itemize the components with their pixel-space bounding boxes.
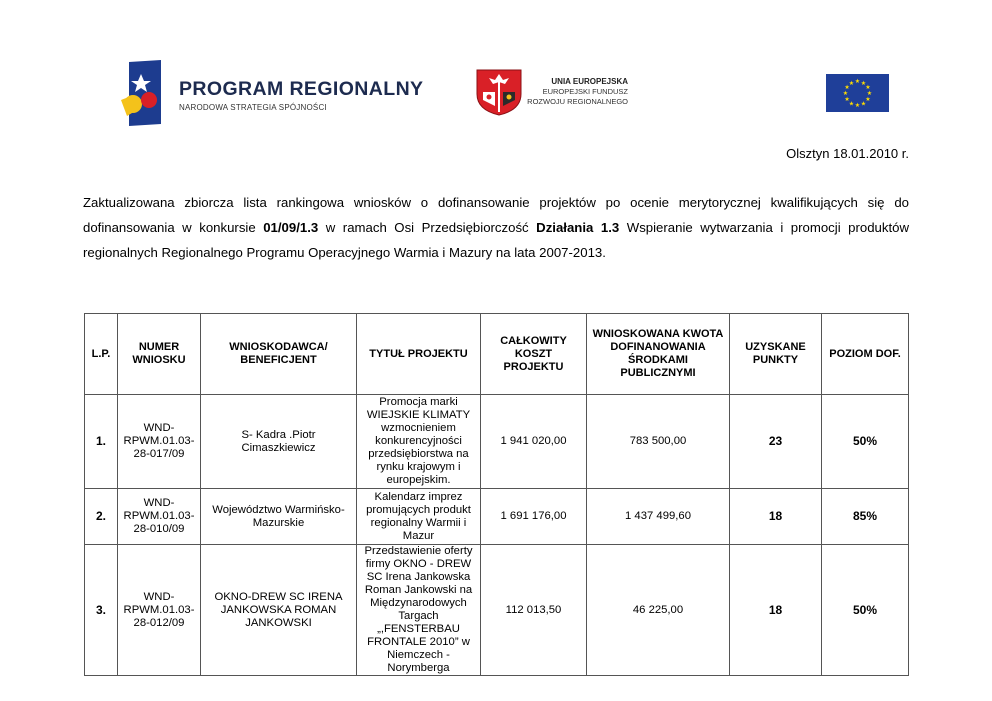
eu-fund-line1: EUROPEJSKI FUNDUSZ [542, 87, 628, 96]
cell-title: Promocja marki WIEJSKIE KLIMATY wzmocnieniem konkurencyjności przedsiębiorstwa na rynku krajowym i europejskim. [357, 395, 481, 489]
cell-number: WND-RPWM.01.03-28-017/09 [118, 395, 201, 489]
program-title: PROGRAM REGIONALNY [179, 78, 424, 100]
eu-title: UNIA EUROPEJSKA [551, 77, 628, 86]
cell-lp: 2. [85, 489, 118, 545]
cell-level: 50% [822, 395, 909, 489]
cell-applicant: OKNO-DREW SC IRENA JANKOWSKA ROMAN JANKOWSKI [201, 545, 357, 676]
eu-star-icon: ★ [848, 80, 855, 87]
competition-number: 01/09/1.3 [263, 220, 319, 235]
header-total-cost: CAŁKOWITY KOSZT PROJEKTU [481, 314, 587, 395]
eu-star-icon: ★ [844, 97, 850, 104]
program-flag-icon [121, 60, 163, 126]
cell-number: WND-RPWM.01.03-28-010/09 [118, 489, 201, 545]
ranking-table [84, 313, 909, 676]
cell-lp: 3. [85, 545, 118, 676]
header-title: TYTUŁ PROJEKTU [357, 314, 481, 395]
cell-applicant: Województwo Warmińsko-Mazurskie [201, 489, 357, 545]
eu-star-icon: ★ [854, 103, 861, 110]
table-row [85, 545, 909, 676]
document-date: Olsztyn 18.01.2010 r. [786, 146, 909, 161]
header-points: UZYSKANE PUNKTY [730, 314, 822, 395]
header-requested: WNIOSKOWANA KWOTA DOFINANOWANIA ŚRODKAMI PUBLICZNYMI [587, 314, 730, 395]
cell-level: 50% [822, 545, 909, 676]
eu-star-icon: ★ [854, 79, 861, 86]
eu-star-icon: ★ [866, 91, 873, 98]
cell-title: Kalendarz imprez promujących produkt regionalny Warmii i Mazur [357, 489, 481, 545]
cell-points: 23 [730, 395, 822, 489]
cell-total-cost: 1 691 176,00 [481, 489, 587, 545]
cell-requested: 1 437 499,60 [587, 489, 730, 545]
header-applicant: WNIOSKODAWCA/ BENEFICJENT [201, 314, 357, 395]
table-header-row [85, 314, 909, 395]
program-logo-text [179, 78, 423, 113]
table-row [85, 489, 909, 545]
cell-level: 85% [822, 489, 909, 545]
document-header [0, 0, 992, 130]
cell-total-cost: 112 013,50 [481, 545, 587, 676]
eu-star-icon: ★ [865, 97, 871, 104]
cell-number: WND-RPWM.01.03-28-012/09 [118, 545, 201, 676]
intro-part1: Zaktualizowana zbiorcza lista rankingowa wniosków o dofinansowanie projektów po ocenie merytorycznej kwalifikujących się do dofinansowania w konkursie [83, 195, 909, 235]
eu-star-icon: ★ [860, 101, 867, 108]
warmia-mazury-crest-icon [475, 66, 523, 116]
intro-paragraph [83, 190, 909, 265]
program-subtitle: NARODOWA STRATEGIA SPÓJNOŚCI [179, 103, 327, 112]
table-row [85, 395, 909, 489]
cell-lp: 1. [85, 395, 118, 489]
eu-star-icon: ★ [848, 101, 855, 108]
cell-applicant: S- Kadra .Piotr Cimaszkiewicz [201, 395, 357, 489]
eu-star-icon: ★ [842, 91, 849, 98]
header-number: NUMER WNIOSKU [118, 314, 201, 395]
cell-requested: 783 500,00 [587, 395, 730, 489]
header-level: POZIOM DOF. [822, 314, 909, 395]
eu-flag-icon [826, 74, 889, 112]
cell-points: 18 [730, 545, 822, 676]
eu-logo-text [527, 77, 628, 107]
intro-part2: w ramach Osi Przedsiębiorczość [318, 220, 537, 235]
eu-star-icon: ★ [860, 80, 867, 87]
action-name: Działania 1.3 [536, 220, 620, 235]
eu-fund-line2: ROZWOJU REGIONALNEGO [527, 97, 628, 106]
cell-total-cost: 1 941 020,00 [481, 395, 587, 489]
eu-star-icon: ★ [844, 85, 850, 92]
cell-points: 18 [730, 489, 822, 545]
cell-requested: 46 225,00 [587, 545, 730, 676]
intro-part3: Wspieranie wytwarzania i promocji produktów regionalnych Regionalnego Programu Operacyjnego Warmia i Mazury na lata 2007-2013. [83, 220, 910, 260]
header-lp: L.P. [85, 314, 118, 395]
cell-title: Przedstawienie oferty firmy OKNO - DREW SC Irena Jankowska Roman Jankowski na Międzynarodowych Targach „,FENSTERBAU FRONTALE 2010” w Niemczech - Norymberga [357, 545, 481, 676]
eu-star-icon: ★ [865, 85, 871, 92]
